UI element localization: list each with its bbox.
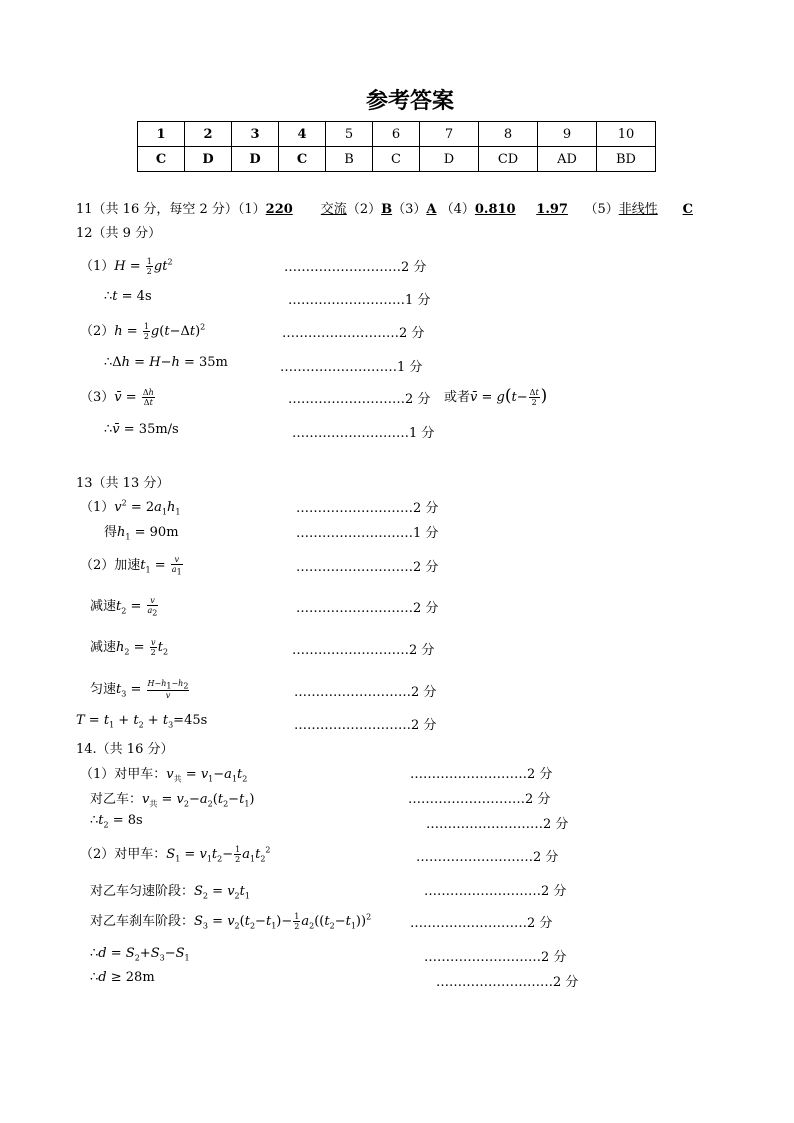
q14-label: 对乙车刹车阶段： xyxy=(90,914,195,929)
therefore-symbol: ∴ xyxy=(90,970,99,985)
table-cell: C xyxy=(138,147,185,172)
q14-value: ≥ 28m xyxy=(110,970,155,985)
therefore-symbol: ∴ xyxy=(104,355,113,370)
q14-value: = 8s xyxy=(112,813,143,828)
q12-value: = 4s xyxy=(121,289,152,304)
q11-part: （4） xyxy=(440,202,475,217)
q11-answer: 1.97 xyxy=(536,202,568,217)
fraction: $\frac{v}{a_1}$ xyxy=(171,554,182,577)
fraction: $\frac{1}{2}$ xyxy=(235,845,241,864)
q14-line-8: ∴d ≥ 28m xyxy=(90,970,155,985)
table-cell: BD xyxy=(597,147,656,172)
q14-score-6: ………………………2 分 xyxy=(410,916,553,931)
q13-score-7: ………………………2 分 xyxy=(294,718,437,733)
q12-line-5: （3）v̄ = $\frac{\Delta h}{\Delta t}$ xyxy=(80,388,154,407)
q13-line-2: 得$h_1 = 90m$ xyxy=(104,525,179,542)
q11-part: （5） xyxy=(584,202,619,217)
q11-answer: 0.810 xyxy=(474,202,516,217)
q11-answer: A xyxy=(426,202,437,217)
q12-alt-formula: 或者v̄ = g(t− $\frac{\Delta t}{2}$ ) xyxy=(444,386,548,407)
q14-head: 14.（共 16 分） xyxy=(76,742,174,757)
q14-label: （1）对甲车： xyxy=(80,767,167,782)
q13-label: 减速 xyxy=(90,640,117,655)
q14-line-2: 对乙车：$v_共 = v_2-a_2(t_2-t_1)$ xyxy=(90,792,255,809)
table-cell: D xyxy=(420,147,479,172)
q12-score-6: ………………………1 分 xyxy=(292,426,435,441)
fraction: $\frac{1}{2}$ xyxy=(294,912,300,931)
therefore-symbol: ∴ xyxy=(90,946,99,961)
q14-score-2: ………………………2 分 xyxy=(408,792,551,807)
q13-label: 匀速 xyxy=(90,682,117,697)
q12-score-3: ………………………2 分 xyxy=(282,326,425,341)
q12-label: （1） xyxy=(80,259,115,274)
table-cell: D xyxy=(185,147,232,172)
q12-alt-label: 或者 xyxy=(444,390,471,405)
q12-score-4: ………………………1 分 xyxy=(280,360,423,375)
q13-line-5: 减速$h_2$ = $\frac{v}{2}$ $t_2$ xyxy=(90,638,169,657)
q13-score-2: ………………………1 分 xyxy=(296,526,439,541)
q12-line-6: ∴v̄ = 35m/s xyxy=(104,422,179,437)
q13-line-1: $(1)v^2 = 2a_1h_1$ xyxy=(80,498,181,517)
table-row-answers xyxy=(138,147,656,172)
q13-score-5: ………………………2 分 xyxy=(292,643,435,658)
q14-score-1: ………………………2 分 xyxy=(410,767,553,782)
q11-answer: B xyxy=(381,202,393,217)
q14-line-4: （2）对甲车：$S_1 = v_1t_2-$ $\frac{1}{2}$ $a_1t_2^2$ xyxy=(80,845,271,864)
q13-line-7: $T = t_1 + t_2 + t_3=45s$ xyxy=(76,713,208,730)
q12-head: 12（共 9 分） xyxy=(76,226,162,241)
fraction: $\frac{1}{2}$ xyxy=(146,257,152,276)
q14-score-5: ………………………2 分 xyxy=(424,884,567,899)
q11-answer: 交流 xyxy=(320,202,347,217)
q12-score-1: ………………………2 分 xyxy=(284,260,427,275)
q11-answer: 220 xyxy=(265,202,293,217)
table-row-numbers xyxy=(138,122,656,147)
table-cell: D xyxy=(232,147,279,172)
q14-line-1: （1）对甲车：$v_共 = v_1-a_1t_2$ xyxy=(80,767,248,784)
table-cell: AD xyxy=(538,147,597,172)
q14-score-7: ………………………2 分 xyxy=(424,950,567,965)
therefore-symbol: ∴ xyxy=(104,289,113,304)
q11-answer: C xyxy=(682,202,693,217)
q14-line-5: 对乙车匀速阶段：$S_2 = v_2t_1$ xyxy=(90,884,250,901)
q13-line-3: （2）加速$t_1$ = $\frac{v}{a_1}$ xyxy=(80,554,182,577)
q13-line-4: 减速$t_2$ = $\frac{v}{a_2}$ xyxy=(90,595,158,618)
q13-head: 13（共 13 分） xyxy=(76,476,170,491)
answer-table xyxy=(137,121,656,172)
q12-line-4: ∴Δh = H−h = 35m xyxy=(104,355,228,370)
q11-line xyxy=(76,198,693,217)
q13-value: = 90m xyxy=(134,525,179,540)
q12-line-1: （1）H = $\frac{1}{2}$ $gt^2$ xyxy=(80,257,173,276)
fraction: $\frac{\Delta h}{\Delta t}$ xyxy=(142,388,154,407)
q12-line-3: （2）h = $\frac{1}{2}$ $g(t-\Delta t)^2$ xyxy=(80,322,206,341)
q11-head: 11（共 16 分，每空 2 分）（1） xyxy=(76,202,266,217)
q12-label: （3） xyxy=(80,390,115,405)
table-cell: B xyxy=(326,147,373,172)
q14-label: 对乙车匀速阶段： xyxy=(90,884,195,899)
table-cell: C xyxy=(279,147,326,172)
q12-score-2: ………………………1 分 xyxy=(288,293,431,308)
q11-answer: 非线性 xyxy=(618,202,658,217)
q13-label: （1） xyxy=(80,500,115,515)
q14-score-4: ………………………2 分 xyxy=(416,850,559,865)
q14-line-6: 对乙车刹车阶段：$S_3 = v_2(t_2-t_1)-$ $\frac{1}{2}$ $a_2((t_2-t_1))^2$ xyxy=(90,912,372,931)
fraction: $\frac{v}{2}$ xyxy=(150,638,156,657)
q12-value: = 35m/s xyxy=(123,422,179,437)
fraction: $\frac{v}{a_2}$ xyxy=(147,595,158,618)
table-cell: 3 xyxy=(232,122,279,147)
fraction: $\frac{H-h_1-h_2}{v}$ xyxy=(147,678,189,701)
fraction: $\frac{\Delta t}{2}$ xyxy=(529,388,539,407)
therefore-symbol: ∴ xyxy=(104,422,113,437)
table-cell: 9 xyxy=(538,122,597,147)
q12-score-5: ………………………2 分 xyxy=(288,392,431,407)
q11-part: （3） xyxy=(392,202,427,217)
table-cell: 4 xyxy=(279,122,326,147)
q13-score-6: ………………………2 分 xyxy=(294,685,437,700)
q13-label: 减速 xyxy=(90,599,117,614)
q14-line-3: $\therefore t_2 = 8s$ xyxy=(90,813,143,830)
table-cell: 8 xyxy=(479,122,538,147)
table-cell: 1 xyxy=(138,122,185,147)
table-cell: 10 xyxy=(597,122,656,147)
q14-label: 对乙车： xyxy=(90,792,143,807)
q14-line-7: ∴d = $S_2+S_3-S_1$ xyxy=(90,946,190,963)
table-cell: C xyxy=(373,147,420,172)
q14-score-8: ………………………2 分 xyxy=(436,975,579,990)
q13-label: 得 xyxy=(104,525,118,540)
page-title: 参考答案 xyxy=(365,89,454,114)
table-cell: CD xyxy=(479,147,538,172)
therefore-symbol: ∴ xyxy=(90,813,99,828)
q12-label: （2） xyxy=(80,324,115,339)
q12-value: = 35m xyxy=(183,355,228,370)
q13-score-4: ………………………2 分 xyxy=(296,601,439,616)
q14-score-3: ………………………2 分 xyxy=(426,817,569,832)
q13-value: =45s xyxy=(173,713,208,728)
table-cell: 2 xyxy=(185,122,232,147)
table-cell: 6 xyxy=(373,122,420,147)
table-cell: 5 xyxy=(326,122,373,147)
q13-score-3: ………………………2 分 xyxy=(296,560,439,575)
q14-label: （2）对甲车： xyxy=(80,847,167,862)
table-cell: 7 xyxy=(420,122,479,147)
fraction: $\frac{1}{2}$ xyxy=(143,322,149,341)
q13-line-6: 匀速$t_3$ = $\frac{H-h_1-h_2}{v}$ xyxy=(90,678,189,701)
q12-line-2: ∴t = 4s xyxy=(104,289,152,304)
q13-label: （2）加速 xyxy=(80,558,141,573)
q13-score-1: ………………………2 分 xyxy=(296,501,439,516)
q11-part: （2） xyxy=(346,202,382,217)
